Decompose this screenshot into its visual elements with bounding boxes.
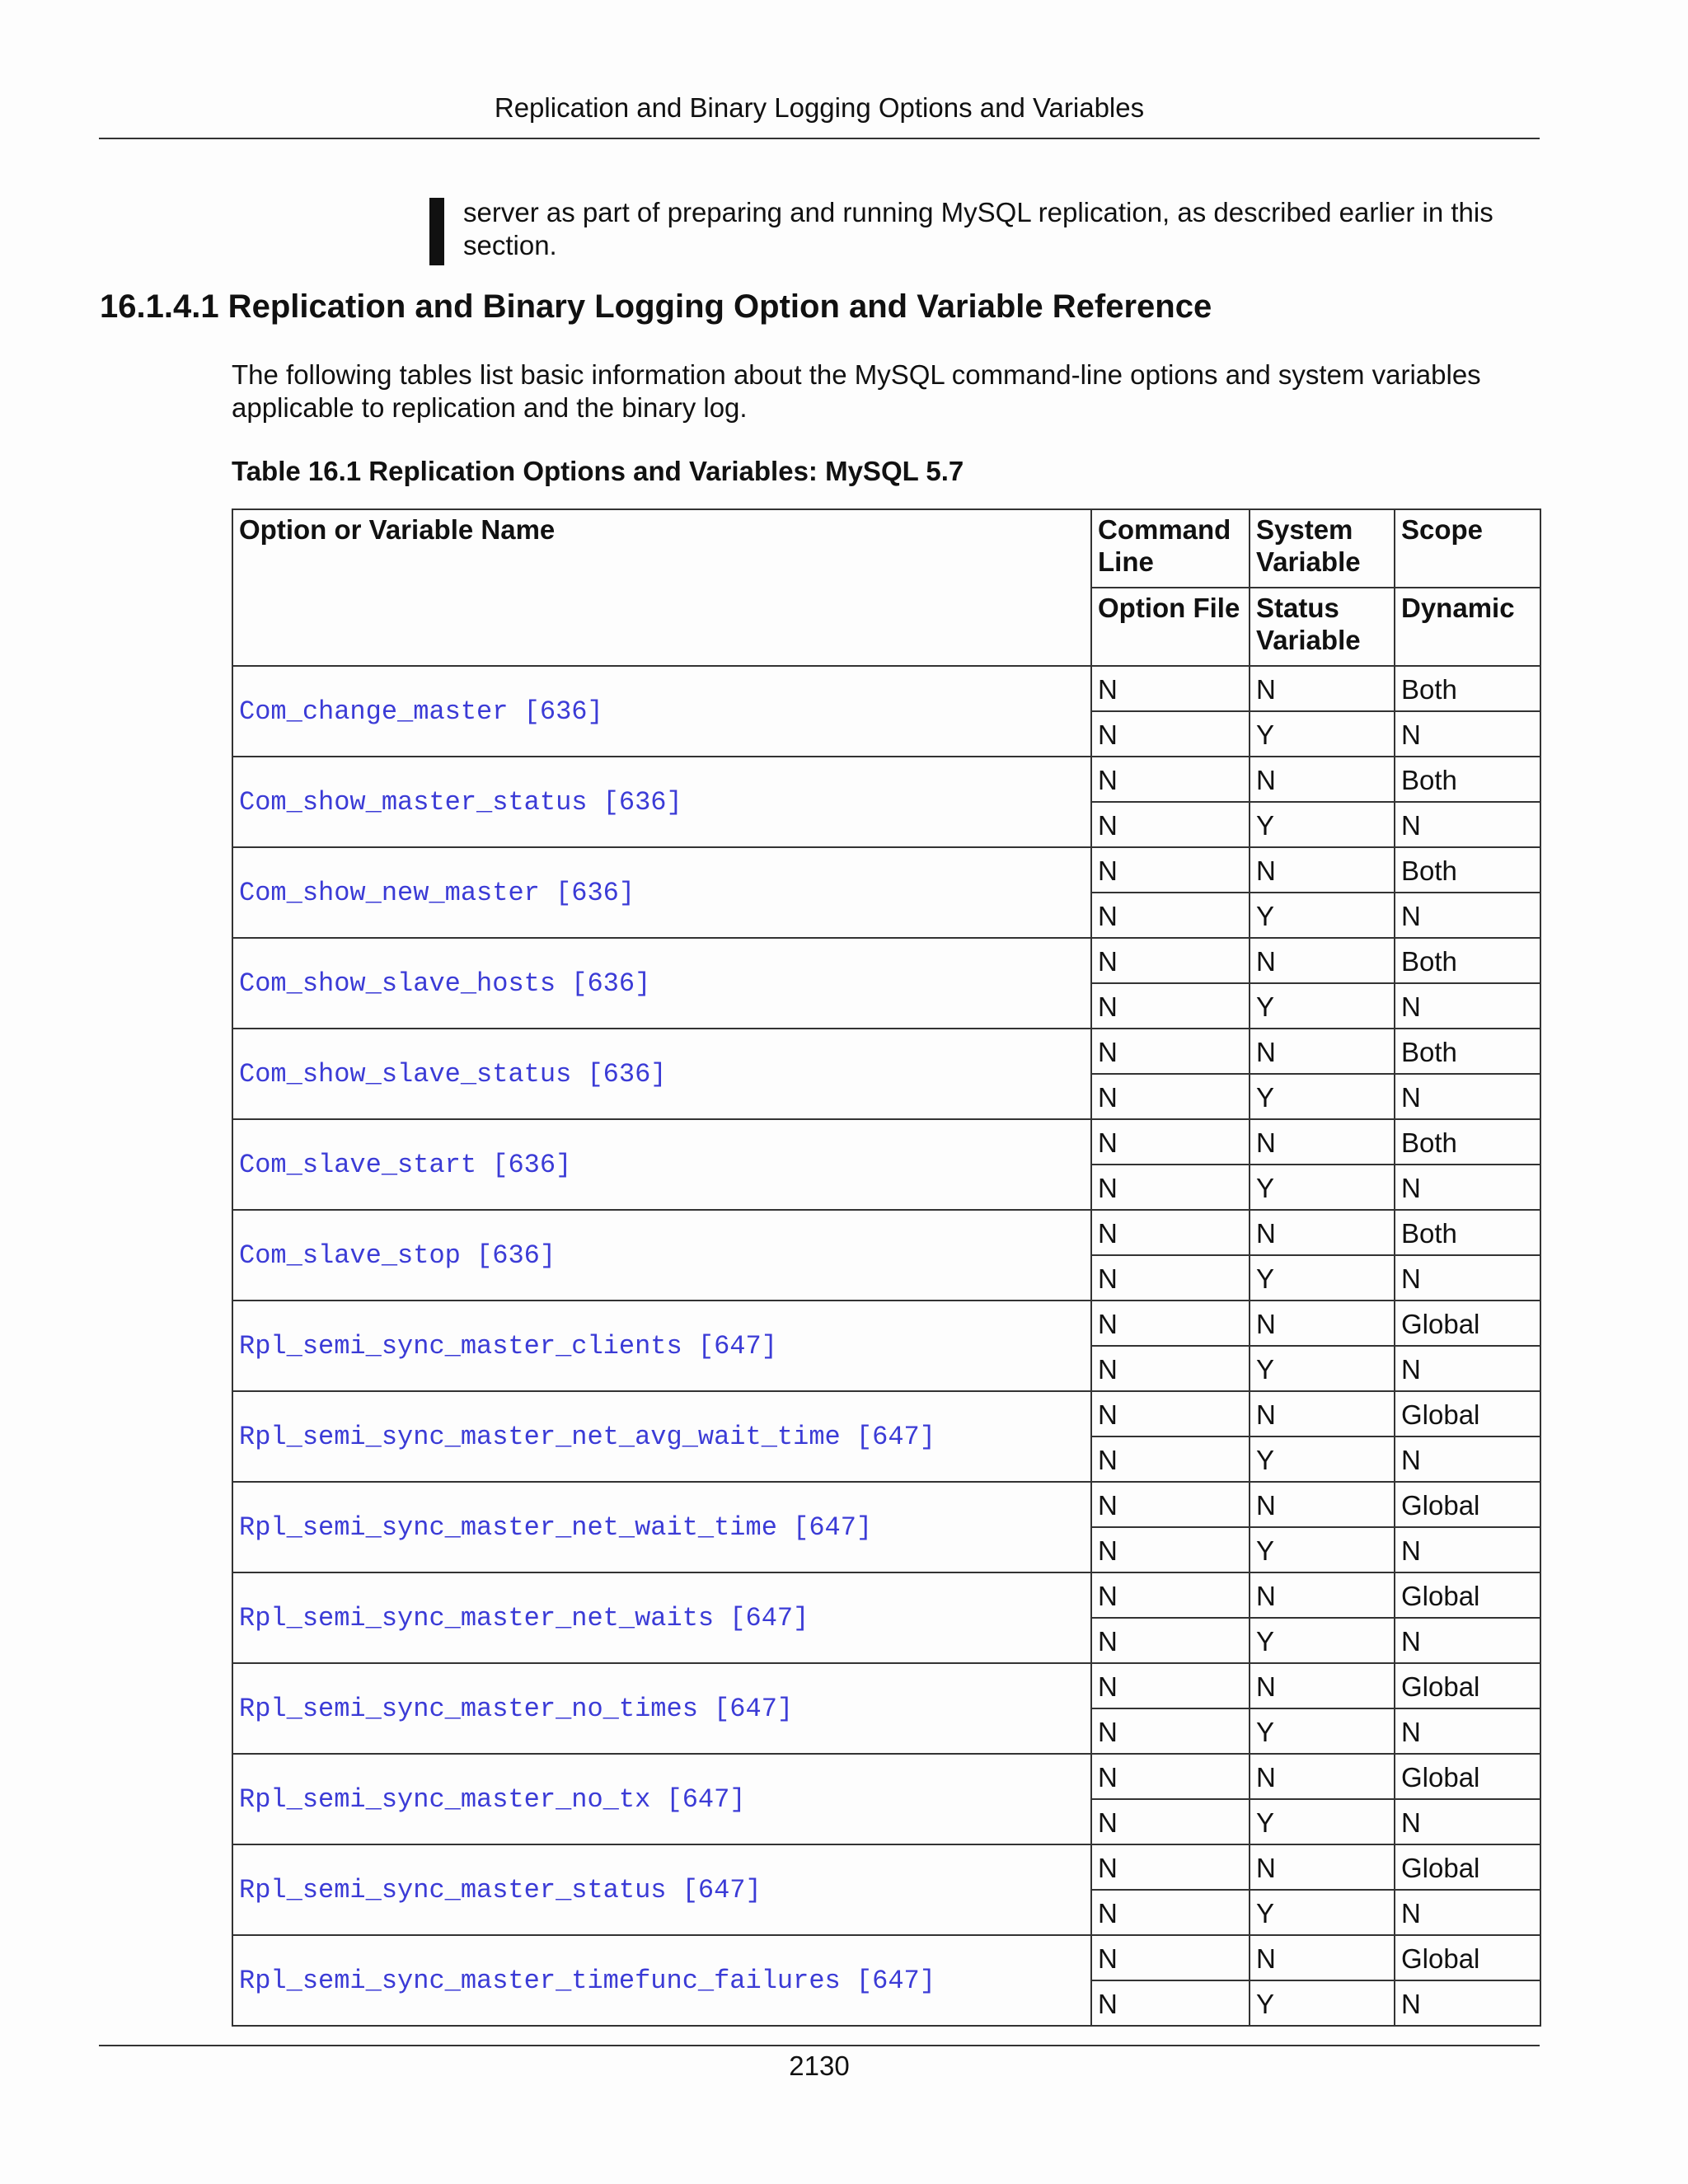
option-name-link[interactable]: Rpl_semi_sync_master_clients [647] [232, 1301, 1091, 1391]
cell-command-line: N [1091, 1391, 1250, 1436]
cell-option-file: N [1091, 1165, 1250, 1210]
cell-system-variable: N [1250, 1754, 1395, 1799]
cell-scope: Global [1395, 1844, 1540, 1890]
cell-scope: Global [1395, 1754, 1540, 1799]
cell-command-line: N [1091, 666, 1250, 711]
cell-scope: Global [1395, 1572, 1540, 1618]
table-row [232, 1754, 1540, 1799]
option-name-link[interactable]: Rpl_semi_sync_master_net_wait_time [647] [232, 1482, 1091, 1572]
cell-dynamic: N [1395, 983, 1540, 1029]
table-row [232, 1301, 1540, 1346]
cell-scope: Both [1395, 1210, 1540, 1255]
table-row [232, 666, 1540, 711]
option-name-link[interactable]: Com_slave_stop [636] [232, 1210, 1091, 1301]
cell-dynamic: N [1395, 1346, 1540, 1391]
cell-dynamic: N [1395, 1436, 1540, 1482]
cell-option-file: N [1091, 1618, 1250, 1663]
cell-option-file: N [1091, 1527, 1250, 1572]
table-row [232, 1572, 1540, 1618]
cell-dynamic: N [1395, 1799, 1540, 1844]
cell-scope: Global [1395, 1391, 1540, 1436]
cell-system-variable: N [1250, 1935, 1395, 1980]
cell-option-file: N [1091, 893, 1250, 938]
header-option-name: Option or Variable Name [232, 509, 1091, 666]
table-row [232, 1029, 1540, 1074]
cell-status-variable: Y [1250, 1799, 1395, 1844]
header-option-file: Option File [1091, 588, 1250, 666]
cell-dynamic: N [1395, 711, 1540, 757]
option-name-link[interactable]: Com_show_slave_hosts [636] [232, 938, 1091, 1029]
cell-status-variable: Y [1250, 1346, 1395, 1391]
cell-status-variable: Y [1250, 1255, 1395, 1301]
table-row [232, 1935, 1540, 1980]
cell-scope: Global [1395, 1663, 1540, 1708]
option-name-link[interactable]: Com_slave_start [636] [232, 1119, 1091, 1210]
cell-command-line: N [1091, 1663, 1250, 1708]
cell-dynamic: N [1395, 1980, 1540, 2026]
cell-command-line: N [1091, 1844, 1250, 1890]
cell-status-variable: Y [1250, 1890, 1395, 1935]
cell-dynamic: N [1395, 802, 1540, 847]
cell-command-line: N [1091, 938, 1250, 983]
table-row [232, 847, 1540, 893]
cell-command-line: N [1091, 757, 1250, 802]
cell-command-line: N [1091, 1935, 1250, 1980]
cell-option-file: N [1091, 1346, 1250, 1391]
cell-scope: Both [1395, 1119, 1540, 1165]
cell-dynamic: N [1395, 1255, 1540, 1301]
continuation-paragraph: server as part of preparing and running MySQL replication, as described earlier in this section. [463, 197, 1493, 260]
cell-option-file: N [1091, 1436, 1250, 1482]
cell-system-variable: N [1250, 1844, 1395, 1890]
header-system-variable: System Variable [1250, 509, 1395, 588]
cell-status-variable: Y [1250, 983, 1395, 1029]
cell-option-file: N [1091, 711, 1250, 757]
cell-system-variable: N [1250, 1029, 1395, 1074]
cell-option-file: N [1091, 1799, 1250, 1844]
cell-dynamic: N [1395, 1618, 1540, 1663]
cell-status-variable: Y [1250, 1708, 1395, 1754]
option-name-link[interactable]: Rpl_semi_sync_master_net_waits [647] [232, 1572, 1091, 1663]
cell-system-variable: N [1250, 757, 1395, 802]
cell-system-variable: N [1250, 1210, 1395, 1255]
cell-system-variable: N [1250, 1301, 1395, 1346]
cell-option-file: N [1091, 802, 1250, 847]
cell-dynamic: N [1395, 893, 1540, 938]
cell-system-variable: N [1250, 938, 1395, 983]
cell-command-line: N [1091, 1301, 1250, 1346]
intro-paragraph: The following tables list basic information about the MySQL command-line options and system variables applicable to replication and the binary log. [232, 359, 1481, 423]
cell-scope: Global [1395, 1935, 1540, 1980]
cell-scope: Global [1395, 1301, 1540, 1346]
cell-command-line: N [1091, 1119, 1250, 1165]
cell-command-line: N [1091, 1572, 1250, 1618]
header-rule [99, 138, 1540, 139]
option-name-link[interactable]: Com_change_master [636] [232, 666, 1091, 757]
option-name-link[interactable]: Com_show_master_status [636] [232, 757, 1091, 847]
table-row [232, 1210, 1540, 1255]
page-number: 2130 [789, 2050, 850, 2081]
header-scope: Scope [1395, 509, 1540, 588]
cell-scope: Global [1395, 1482, 1540, 1527]
cell-command-line: N [1091, 847, 1250, 893]
option-name-link[interactable]: Com_show_slave_status [636] [232, 1029, 1091, 1119]
option-name-link[interactable]: Rpl_semi_sync_master_no_times [647] [232, 1663, 1091, 1754]
cell-system-variable: N [1250, 1482, 1395, 1527]
cell-status-variable: Y [1250, 802, 1395, 847]
cell-status-variable: Y [1250, 1074, 1395, 1119]
table-row [232, 1844, 1540, 1890]
cell-scope: Both [1395, 1029, 1540, 1074]
footer-rule [99, 2045, 1540, 2046]
cell-system-variable: N [1250, 666, 1395, 711]
cell-option-file: N [1091, 983, 1250, 1029]
table-caption: Table 16.1 Replication Options and Variables: MySQL 5.7 [232, 456, 964, 486]
option-name-link[interactable]: Com_show_new_master [636] [232, 847, 1091, 938]
cell-option-file: N [1091, 1980, 1250, 2026]
cell-system-variable: N [1250, 847, 1395, 893]
table-row [232, 1119, 1540, 1165]
cell-system-variable: N [1250, 1663, 1395, 1708]
running-header: Replication and Binary Logging Options and Variables [494, 92, 1145, 123]
cell-dynamic: N [1395, 1074, 1540, 1119]
cell-dynamic: N [1395, 1165, 1540, 1210]
cell-dynamic: N [1395, 1708, 1540, 1754]
table-row [232, 1663, 1540, 1708]
cell-system-variable: N [1250, 1391, 1395, 1436]
header-status-variable: Status Variable [1250, 588, 1395, 666]
cell-option-file: N [1091, 1890, 1250, 1935]
cell-status-variable: Y [1250, 1165, 1395, 1210]
cell-status-variable: Y [1250, 1980, 1395, 2026]
cell-command-line: N [1091, 1482, 1250, 1527]
header-command-line: Command Line [1091, 509, 1250, 588]
table-row [232, 938, 1540, 983]
cell-status-variable: Y [1250, 1527, 1395, 1572]
cell-command-line: N [1091, 1754, 1250, 1799]
cell-option-file: N [1091, 1708, 1250, 1754]
cell-scope: Both [1395, 938, 1540, 983]
cell-system-variable: N [1250, 1572, 1395, 1618]
cell-system-variable: N [1250, 1119, 1395, 1165]
table-row [232, 1482, 1540, 1527]
cell-dynamic: N [1395, 1527, 1540, 1572]
cell-scope: Both [1395, 666, 1540, 711]
cell-status-variable: Y [1250, 893, 1395, 938]
cell-option-file: N [1091, 1255, 1250, 1301]
option-name-link[interactable]: Rpl_semi_sync_master_no_tx [647] [232, 1754, 1091, 1844]
cell-scope: Both [1395, 757, 1540, 802]
cell-status-variable: Y [1250, 1618, 1395, 1663]
option-name-link[interactable]: Rpl_semi_sync_master_net_avg_wait_time [647] [232, 1391, 1091, 1482]
cell-command-line: N [1091, 1029, 1250, 1074]
cell-option-file: N [1091, 1074, 1250, 1119]
cell-command-line: N [1091, 1210, 1250, 1255]
table-row [232, 1391, 1540, 1436]
cell-status-variable: Y [1250, 711, 1395, 757]
section-title: 16.1.4.1 Replication and Binary Logging Option and Variable Reference [100, 288, 1212, 325]
option-name-link[interactable]: Rpl_semi_sync_master_timefunc_failures [647] [232, 1935, 1091, 2026]
options-table-wrapper [232, 509, 1540, 2019]
table-row [232, 757, 1540, 802]
cell-scope: Both [1395, 847, 1540, 893]
option-name-link[interactable]: Rpl_semi_sync_master_status [647] [232, 1844, 1091, 1935]
change-bar [429, 198, 444, 265]
cell-dynamic: N [1395, 1890, 1540, 1935]
cell-status-variable: Y [1250, 1436, 1395, 1482]
header-dynamic: Dynamic [1395, 588, 1540, 666]
options-table [232, 509, 1541, 2027]
